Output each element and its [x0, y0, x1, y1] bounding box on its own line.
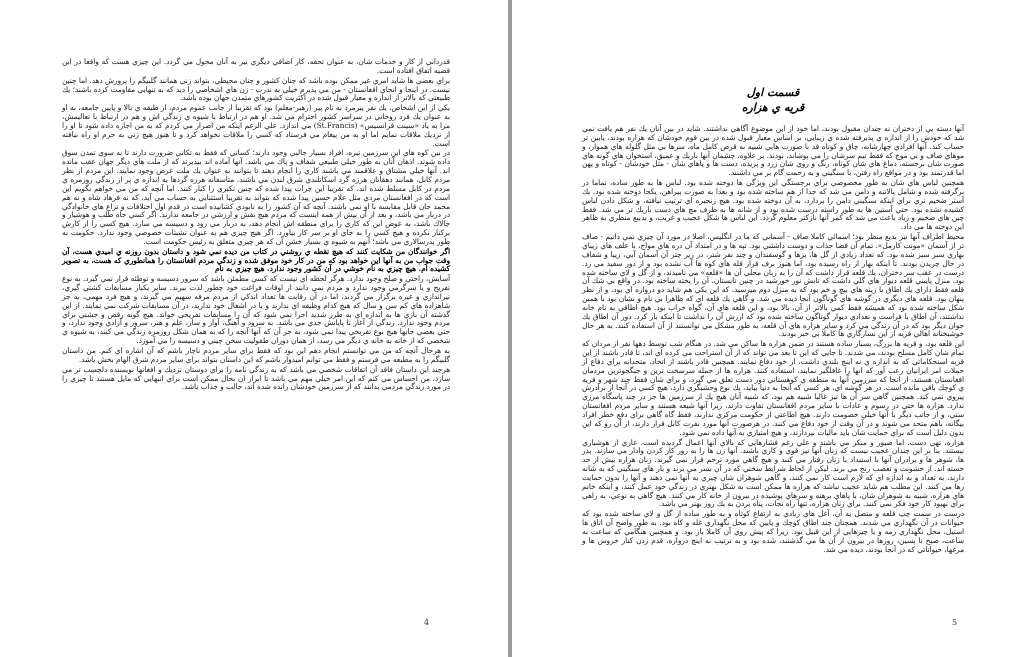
left-page	[0, 0, 508, 657]
left-page-number: 4	[424, 618, 430, 627]
paragraph: به هرحال آنچه كه من مي توانستم انجام دهم اين بود كه فقط براي ساير مردم ناچار باشم كه آن اشاره اي كنم. من داستان گلبيگم را به مطبعه مي فرستم و فقط مي توانم اميدوار باشم كه اين داستان بتواند براي ساير مردم شرق الهام بخش باشد.	[62, 346, 450, 364]
paragraph: همچنين لباس هاي شان به طور مخصوصي براي برجستگي اين ويژگي ها دوخته شده بود. لباس ها به طور ساده، تماما در برگرفته شده و شامل پالاتنه و دامن مي شد كه جدا از هم ساخته شده بود و بعدا به صورت پيراهن، يكجا دوخته شده بود. يك آستر ضخيم تري براي اينكه سنگيني دامن را بردارد، به آن دوخته شده بود. هيچ زنجيره اي ترتيب نيافته، و شكل دادن لباس كشيده نشده بود. حتي آستين ها به طور راسته درست شده بود و از شانه ها به طرف مچ هاي دست باريك تر مي شد. فقط چين هاي ضخيم و زياد باعث مي شد كه كمر آنها نازكتر معلوم گردد. اين لباس ها شكل عجيب و غريب، و بدبيع منظري به ظاهر اين دوخته ها مي داد.	[582, 178, 964, 232]
paragraph: محيط اطراف آنها نيز بديع منظر بود؛ اسمائي كاملا صاف - آسماني كه ما در انگليس، اصلا در مورد آن چيزي نمي دانيم - صاف تر از آسمان «مونت كارمل». تمام آن فضا جذاب و دوست داشتني بود. تپه ها و در امتداد آن دره هاي مواج، با علف هاي زيباي بهاري سبز سبز شده بود. كه تعداد زيادي از گل ها، بزها و گوسفندان و چند نفر شتر، در زير چتر آن آسمان آبي، زيبا و شفاف در حال چريدن بودند. تا اينكه بهار از راه رسيده بود، اما هنوز برف قراز قله هاي كوه ها آب نشده بود و از دور سفيد مي زد. درست در عقب سر دختران، يك قلعه قرار داشت كه آن را به زبان محلي آن ها «قلعه» مي ناميدند، و از گل و لاي ساخته شده بود. منزل پاييني قلعه ديوار هاي گلي داشت كه تابش نور خورشيد در چنين تابستان، آن را پخته ساخته بود. در واقع بي شك آن قلعه فقط داراي يك اطاق با زينه هاي بيچ و خم بود كه به منزل دوم ميرسيد، كه اين يكي هم شايد دو دروازه اي بود، و از نظر پنهان بود. قلعه هاي ديگري در گوشه هاي گوناگون آنجا ديده مي شد. و گاهي يك قلعه اي كه ظاهرا بي نام و نشان بود با همين شكل ساخته شده بود كه هميشه فقط كمي بالاتر از آن، بالا بود، و اين قلعه هاي آن، گواه خراب بود. هيچ اطاقي به نام خانه نداشتند، آن اطاق با فراست و تعدادي ديوار گوناگون ساخته شده بود كه ارزش آن را نداشت تا اينكه باز كرد. دور آن اطاق يك جوان ديگر بود كه در آن زندگي مي كرد و ساير هزاره هاي آن قلعه، به طور مشكل مي توانستند از آن استفاده كنند. به هر حال خوشبختانه اهالي قريه از اين نسازگاري ها كاملا بي خبر بودند.	[582, 232, 964, 339]
paragraph: يكي از اين اشخاص، يك نفر پيرمرد به نام پير (رهبر-معلم) بود كه تقريبا از جانب عموم مردم، از طبقه ي بالا و پايين جامعه، به او به عنوان يك فرد روحاني در سراسر كشور احترام مي شد. او هم در ارتباط با شيوه ي زندگي اش و هم در ارتباط با تعاليمش، مرا به ياد «سينت فرانسيس» (St.Francis) مي اندازد. علي الرغم اينكه من اصرار مي كردم كه به من اجازه داده شود تا او را از نزديك ملاقات نمايم اما او به من پيغام مي فرستاد كه كسي را ملاقات نخواهد كرد و تا هنوز هيچ زني به حرم او راه نيافته است.	[62, 103, 450, 148]
left-page-body	[62, 58, 450, 393]
paragraph: براي بعضي ها شايد امري غير ممكن بوده باشد كه چنان كشور و چنان محيطي، بتواند زني همانند گلبيگم را پرورش دهد. اما چنين نيست. در اينجا و انجاي افغانستان - من مي پذيرم خيلي به ندرت - زن هاي اشخاصي را ديد كه به تنهايي مقاومت كرده باشند؛ يك طبيعتي كه بالاتر از اندازه و معيار قبول شده در اكثريت كشورهاي متمدن جهان بوده باشد.	[62, 75, 450, 103]
paragraph: اگر خوانندگان من شكايت كنند كه هيچ نقطه ي روشني در كتاب من ديده نمي شود و داستان بدون روزنه ي اميدي هست، آن وقت جواب من به آنها اين خواهد بود كه من در كار خود موفق شده و زندگي مردم افغانستان را همانطوري كه هست، به تصوير كشيده ام. هيچ چيزي به نام خوشي در آن كشور وجود ندارد. هيچ چيزي به نام	[62, 246, 450, 274]
paragraph: هرچند اين داستان فاقد آن اتفاقات شخصي مي باشد كه به زندگي نامه را براي دوستان نزديك و افغانها نويسنده دلچسب تر مي سازد، من احساس مي كنم كه اين امر خيلي مهم مي باشد تا ابراز ان بحال ممكن است براي انبهايي كه مايل هستند تا چيزي را در مورد زندگي مردمي بدانند كه از سرزمين خودشان رانده شده اند، جالب و جذاب باشد.	[62, 364, 450, 392]
chapter-subtitle: قريه ي هزاره	[741, 101, 805, 114]
paragraph: هزاره، تهي دست، اما صبور و منكر مي باشند و علي رغم فشارهايي كه بالاي آنها اعمال گرديده است، عاري از هوشياري نيستند. بنا بر اين چندان عجيب نيست كه زنان آنها نيز قوي و كاري باشند. آنها زن ها را به زور كار كردن وادار مي سازند. پدر ها، شوهر ها و برادران آنها با استبداد با زنان رفتار مي كنند و هيچ گاهي مورد ترحم قرار نمي گيرند. زنان هزاره بيش از حد خسته اند. از خشونت و تعصب رنج مي برند. ليكن از لحاظ شرايط سختي كه در آن بسر مي برند و بار هاي سنگيني كه به شانه دارند، به تعداد و به اندازه اي كه لازم است كار نمي كنند، و گاهي شوهران شان چيزي به آنها نمي دهند و آنها را بدون حمايت رها مي كنند. اين مطلب هم شايد عجيب نباشد كه هزاره ها ممكن است به شكل بهتري در زندگي خود عمل كنند، و اينكه خانم هاي هزاره، شبيه به شوهران شان، با پاهاي برهنه و سرهاي پوشيده در بيرون از خانه كار مي كنند. هيچ گاهي به نوعي، به راهي براي بهبود كار خود فكر نمي كنند. براي زنان هزاره، تنها راه نجات، پناه بردن به يك روز بهتر مي باشد.	[582, 437, 964, 509]
paragraph: قدرداني از كار و خدمات شان، به عنوان تحفه، كار اضافي ديگري نيز به آنان محول مي گردد. اين چيزي هست كه واقعا در اين قضيه اتفاق افتاده است.	[62, 57, 450, 75]
chapter-title: قسمت اول	[746, 86, 800, 99]
right-page-body	[582, 125, 964, 556]
right-page	[512, 0, 1021, 657]
right-page-number: 5	[952, 618, 958, 627]
paragraph: اين قلعه بود، و قريه ها بزرگ، بسيار ساده هستند در ضمن هزاره ها ساكن مي شد. در هنگام شب توسط دهها نفر از مردان كه تمام شان كامل مسلح بودند، مي شدند. تا جايي كه اين تا بعد مي تواند كه از آن استراحت مي كرده اي اند، تا قادر باشند از اين قريه استحكاماتي كه به اندازه ي نه اينچ بلندي داشت، از خود دفاع نمايند. همچنين قادر باشند از اتحاد، متحدانه براي دفاع از حملات امر ايرانيان رعب آور كه انها را غافلگير نمايند، استفاده كنند. هزاره ها از جمله سرسخت ترين و جنگجوترين مردمان افغانستان هستند، از انجا كه سرزمين آنها به منطقه ي كوهستاني دور دست تعلق مي گيرد، و براي شان فقط چند شهر و قريه ي كوچك باقي مانده است. در هر گوشه اي، هر كسي كه آنجا به دنيا بيايد، يك نوع وحشيگري دارد، هيچ كسي در آنجا از برادرش پيروي نمي كند. همچنين گاهي سر آن ها نيز غالبا شبيه هم بود، كه شبيه آنان هيچ يك از سرزمين ها جز در چند پاسگاه مرزي ندارد. هزاره ها حتي در رسوم و عادات با ساير مردم افغانستان تفاوت دارند، زيرا آنها شيعه هستند و ساير مردم افغانستان سني، و از جانب ديگر با آنها خيلي خصومت دارند. هيچ اطاعتي از حكومت مركزي ندارند، فقط گاه گاهي براي دفع خطر افراد بيگانه، باهم متحد مي شوند و در آن وقت از خود دفاع مي كنند. در هرصورت آنها مورد نفرت كابل قرار دارند، از آن رو كه اين بدون دليل است كه براي حمايت شان بايد ماليات بپردازند، و هيچ امتيازي به آنها داده نمي شود.	[582, 339, 964, 437]
paragraph: در بين كوه هاي اين سرزمين تيره، افراد بسيار جالبي وجود دارند؛ كساني كه فقط به تكاني ضرورت دارند تا به سوي تمدن سوق داده شوند. اذهان آنان به طور خيلي طبيعي شفاف و پاك مي باشد. آنها آماده اند بپذيرند كه از ملت هاي ديگر جهان عقب مانده اند. آنها خيلي مشتاق و علاقمند مي باشند كاري را انجام دهند تا بتوانند به عنوان يك ملت عرض وجود نمايند. اين مردم از نظر مردم كابل، همانند دهقانان هرزه گرد اسكاتلندي شرق لندن مي باشند. متاسفانه هرزه گردها به اندازه ي پر از زندگي روزمره ي مردم در كابل مسلط شده اند، كه تقريبا اين جرات پيدا شده كه چنين تكبري را كنار كنند. اما آنچه كه من مي خواهم بگويم اين است كه در افغانستان مردي مثل علام حسين پيدا شده كه بتواند به تقريبا استثنايي به حساب مي آيد، كه نه فرهاد شاه و نه هم محمد جان قابل مقايسه با او نمي باشند. آنچه كه آن كشور را به نابودي كشانيده است در قدم اول اختلافات و نزاع هاي خانوادگي در دربار مي باشد، و بعد از آن بيش از همه اينست كه مردم هيچ نقش و ارزشي در جامعه ندارند. اگر كسي جاه طلب و هوشيار و جالاك باشد، به عوض اين كه كاري را براي منطقه اش انجام دهد، به دربار مي رود و دسيسه مي سازد. هيچ كسي را از كارش بركنار نكرده و هيچ كسي را به جاي او بر سر كار بياورد. اگر هيچ چيزي هم به عنوان تشبثات خصوصي وجود ندارد. حكومت به طور پدرسالاري مي باشد؛ آنهم به شيوه ي بسيار خشن آن كه هر چيزي متعلق به رئيس حكومت است.	[62, 148, 450, 246]
paragraph: آنها دسته يي از دختران نه چندان مقبول بودند، اما خود از اين موضوع آگاهي نداشتند. شايد در بين آنان يك نفر هم يافت نمي شد كه خودش را از اندازه ي پذيرفته شده ي زيبايي، بر اساس معيار قبول شده در بين قوم خودشان كه هزاره بودند، پايين تر حساب كند. آنها افرادي چهارشانه، چاق و كوتاه قد با صورت هايي شبيه به قرص كامل ماه، سرها بي مثل گلوله هاي هموار، و موهاي صاف و بي موج كه فقط تيم سرشان را مي پوشاند، بودند. بر علاوه، چشمان آنها باريك و عميق، استخوان هاي گونه هاي صورت شان برجسته، دماغ هاي شان كوتاه، رنگ و روي شان زرد و پريده، دست ها و پاهاي شان - مثل خودشان - كوتاه و پهن اما قدرتمند بود و در مواقع راه رفتن، با سنگيني و به زحمت گام بر مي داشتند.	[582, 124, 964, 178]
paragraph: درست در سمت چپ قلعه و متصل به آن، آغل هاي زيادي به ارتفاع كوتاه و به طور ساده از گل و لاي ساخته شده بود كه حيوانات در آن نگهداري مي شدند. همچنان چند اطاق كوچك و پايين كه محل نگهداري غله و كاه بود. به طور واضح آن اتاق ها استبل، محل نگهداري رمه و يا چيزهايي از اين قبيل بود. زيرا كه پيش روي آن كاملا باز بود. و همچنين هنگامي كه ساعت به ساعت، صبح تا پسين، روزها در بيرون از آن ها مي گذشتند، شده بود و به ترتيب نه اينچ دروازه، قدم زدن كنار خروس ها و مرغها، حيواناتي كه در آنجا بودند، ديده مي شد.	[582, 509, 964, 554]
paragraph: آسايش، راحتي و صلح وجود ندارد. هرگز لحظه اي نيست كه كسي مطمئن باشد كه سرور دسيسه و توطئه قرار نمي گيرد. به نوع تفريح و يا سرگرمي وجود ندارد و مردم نمي دانند از اوقات فراغت خود چطور لذت ببرند. ساير بكبار مسابقات كشتي گيري، تيراندازي و غيره برگزار مي گردند، اما در آن رقابت ها تعداد اندكي از مردم مرفه سهيم مي گيرند، و هيچ فرد مهمي، به جز شاهزاده هاي كم سن و سال كه هيچ كدام وظيفه اي ندارند و يا در اشغال خود نداريد، در آن مسابقات شركت نمي نمايند. از اين گذشته آن بازي ها به اندازه اي به طرز شديد اجرا نمي شود كه آن را مسابقات تفريحي خواند. هيچ گونه رقص و جشني براي مردم وجود ندارد. زندگي از آغاز تا پايانش جدي مي باشد. به سرود و آهنگ، آواز و ساز، علم و هنر، سرور و آزادي وجود ندارد، و حتي بعضي جايها هيچ نوع تفريحي پيدا نمي شود، به جز آن كه آنها آنچه را كه به همان شكل روزمره زندگي مي كنند، به شيوه ي شخصي كه از خانه به خانه ي ديگر مي رسد، از همان دوران طفوليت سخن چيني و دسيسه را مي آموزد.	[62, 274, 450, 346]
